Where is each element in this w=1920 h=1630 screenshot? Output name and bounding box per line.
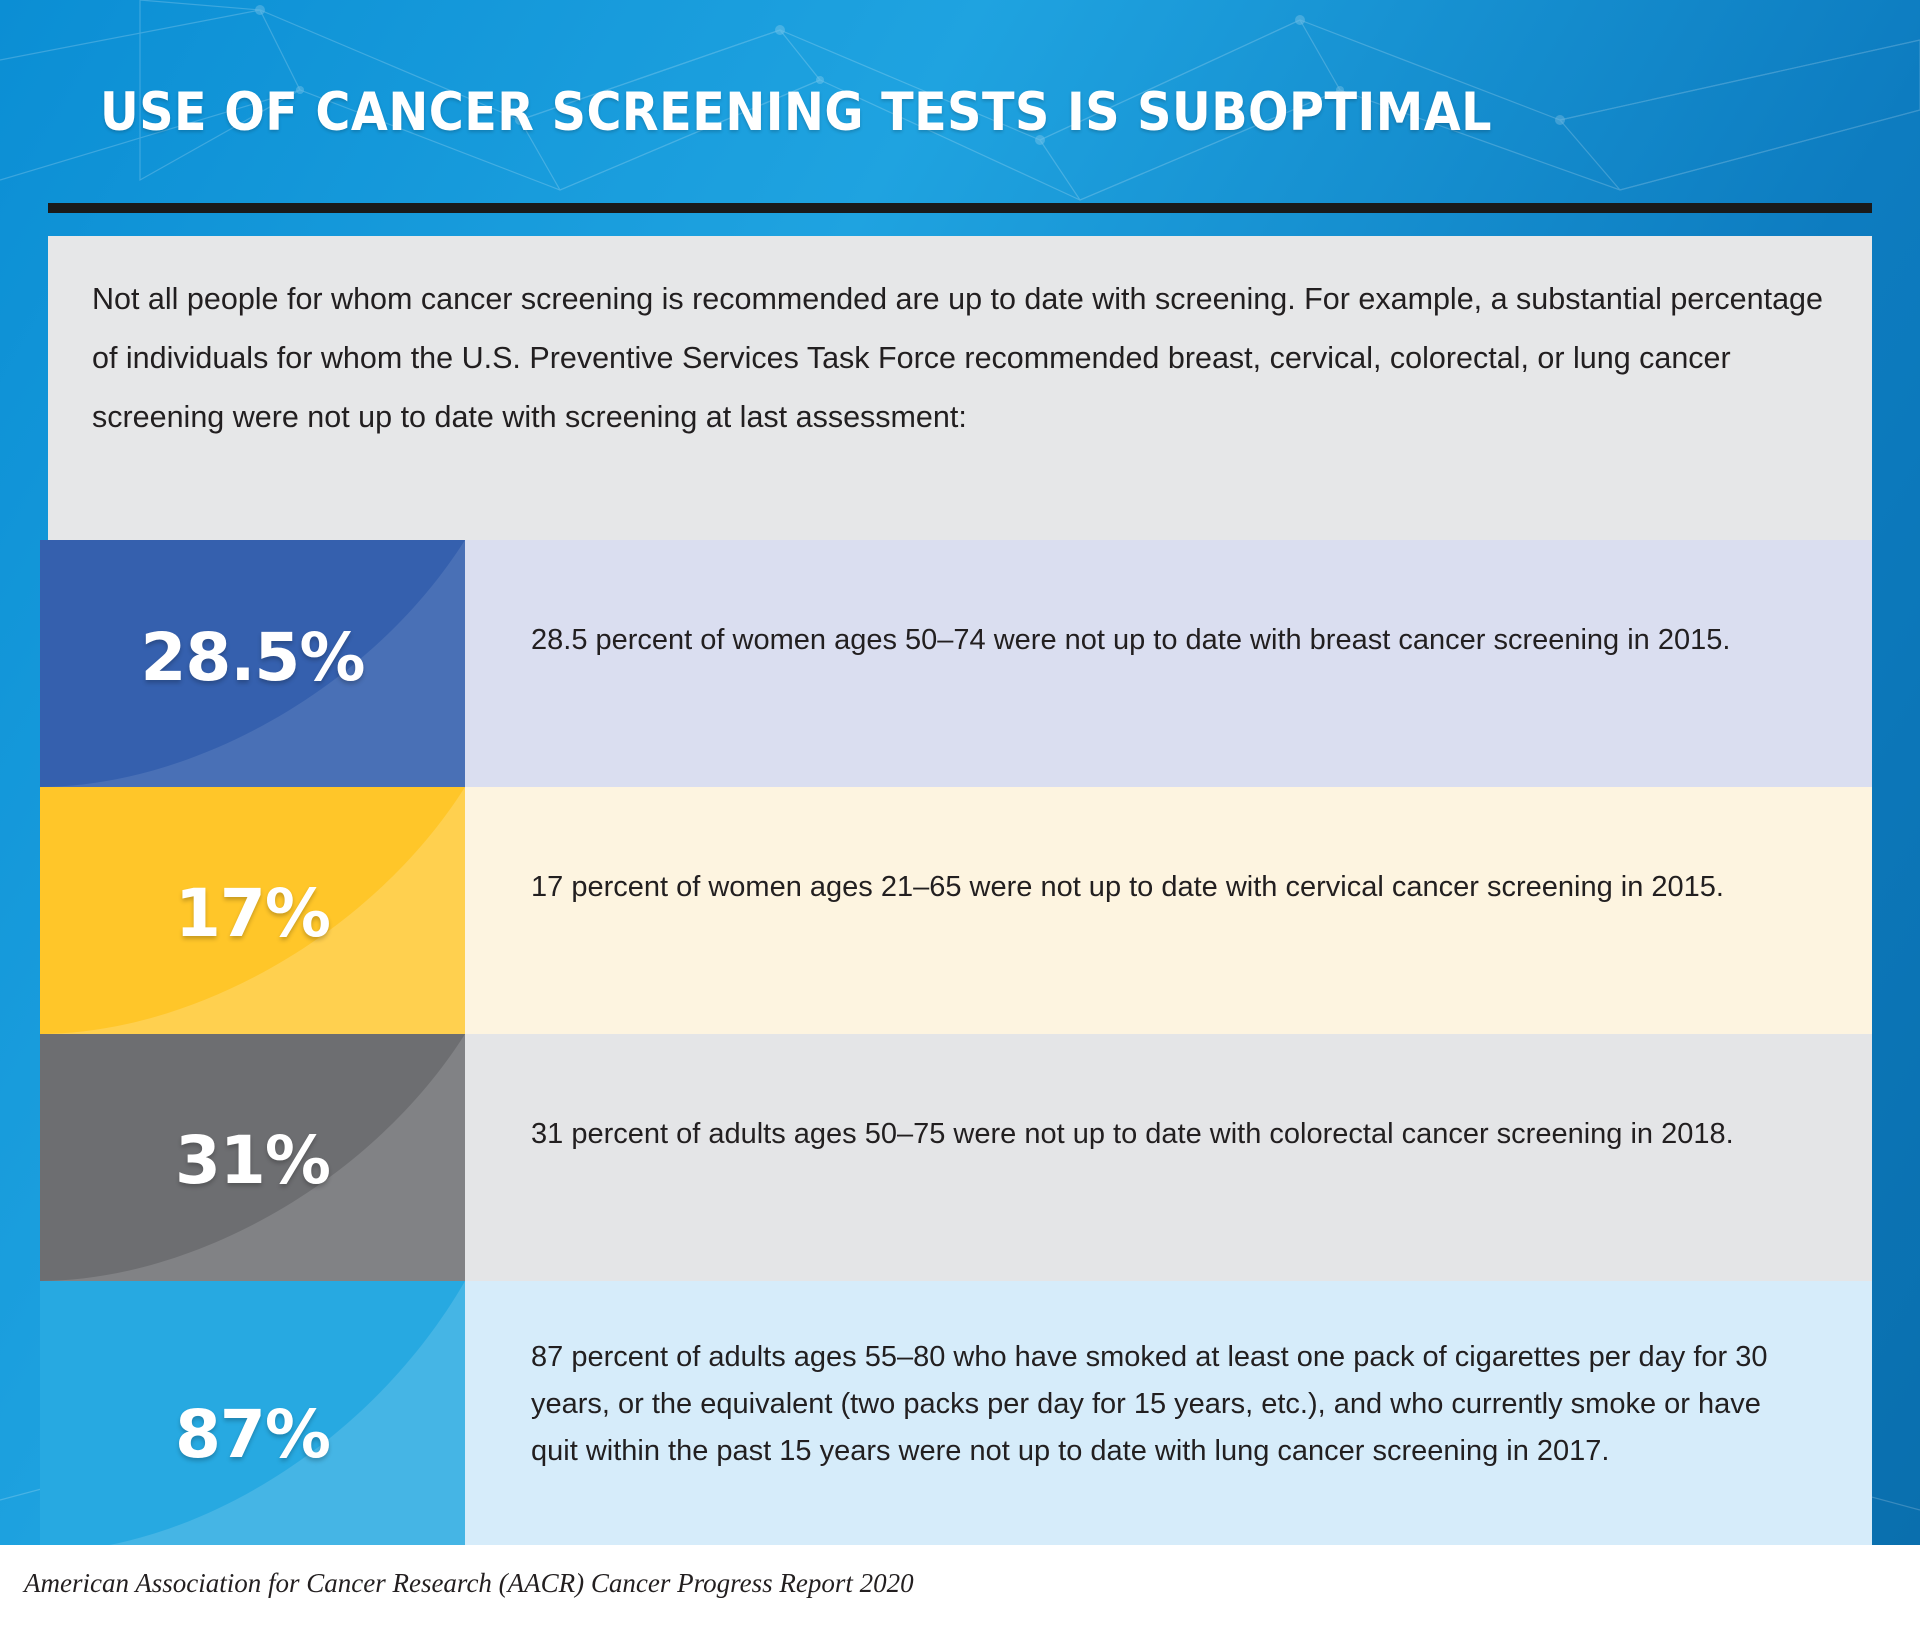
stat-description: 28.5 percent of women ages 50–74 were not up to date with breast cancer screening in 2015.	[531, 624, 1731, 656]
stat-row	[40, 540, 1872, 787]
stat-description-panel	[465, 1281, 1872, 1545]
poster-header	[0, 0, 1920, 210]
stat-row	[40, 1034, 1872, 1281]
stat-block-cervical	[40, 787, 465, 1034]
page-title: USE OF CANCER SCREENING TESTS IS SUBOPTIMAL	[100, 82, 1492, 143]
stat-row	[40, 1281, 1872, 1545]
stat-row	[40, 787, 1872, 1034]
stat-description: 17 percent of women ages 21–65 were not up to date with cervical cancer screening in 2015.	[531, 871, 1724, 903]
intro-panel	[48, 236, 1872, 540]
stat-description-panel	[465, 1034, 1872, 1281]
stat-block-lung	[40, 1281, 465, 1545]
stat-block-breast	[40, 540, 465, 787]
source-citation: American Association for Cancer Research (AACR) Cancer Progress Report 2020	[24, 1568, 914, 1598]
stat-description-panel	[465, 787, 1872, 1034]
stat-rows	[40, 540, 1872, 1545]
stat-value: 87%	[175, 1396, 330, 1473]
intro-text: Not all people for whom cancer screening is recommended are up to date with screening. For example, a substantial percentage of individuals for whom the U.S. Preventive Services Task Force recommended breast, cervical, colorectal, or lung cancer screening were not up to date with screening at last assessment:	[92, 282, 1823, 434]
header-divider	[48, 203, 1872, 213]
stat-block-colorectal	[40, 1034, 465, 1281]
stat-description: 31 percent of adults ages 50–75 were not up to date with colorectal cancer screening in 2018.	[531, 1118, 1734, 1150]
stat-description: 87 percent of adults ages 55–80 who have smoked at least one pack of cigarettes per day for 30 years, or the equivalent (two packs per day for 15 years, etc.), and who currently smoke or have quit within the past 15 years were not up to date with lung cancer screening in 2017.	[531, 1341, 1768, 1467]
stat-description-panel	[465, 540, 1872, 787]
stat-value: 17%	[175, 875, 330, 952]
stat-value: 31%	[175, 1122, 330, 1199]
stat-value: 28.5%	[140, 619, 365, 696]
